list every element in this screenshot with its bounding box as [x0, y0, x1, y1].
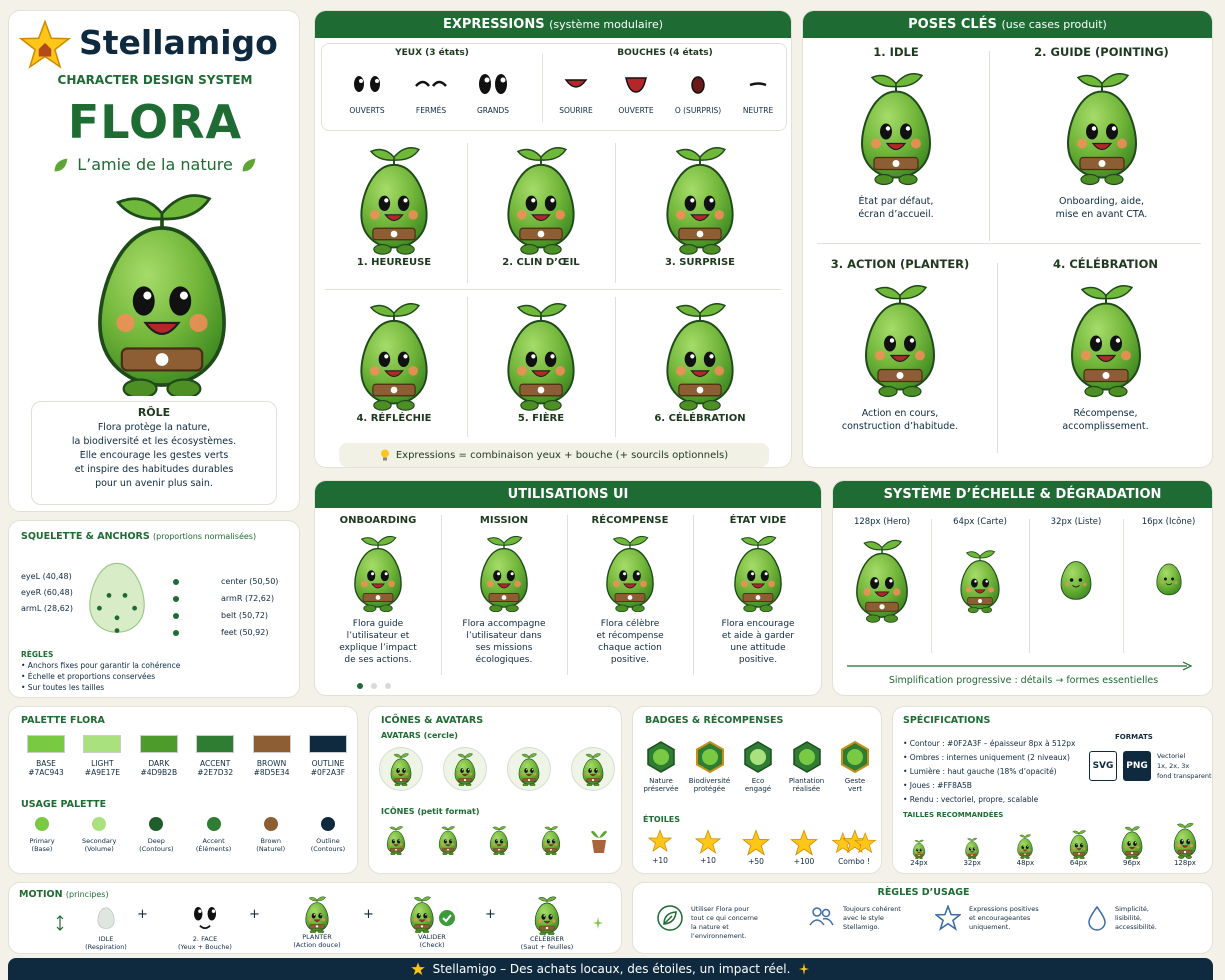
poses-card [802, 10, 1213, 468]
ui-use-desc: l’utilisateur et [346, 631, 410, 641]
badge-label: Eco [751, 777, 765, 785]
expression-label: 3. SURPRISE [664, 257, 736, 268]
potted-plant-icon[interactable] [589, 826, 609, 854]
scale-card [832, 480, 1213, 696]
role-line: Elle encourage les gestes verts [79, 450, 229, 461]
ui-use-desc: Flora célèbre [600, 619, 660, 629]
rule-line: la nature et [691, 923, 729, 931]
ui-use-desc: et récompense [596, 631, 664, 641]
spec-item: • Contour : #0F2A3F – épaisseur 8px à 512px [903, 739, 1076, 748]
rule-item: • Échelle et proportions conservées [21, 672, 156, 681]
star-icon [935, 905, 961, 931]
badge-label: préservée [643, 785, 679, 793]
pose-title: 3. ACTION (PLANTER) [830, 257, 970, 271]
flora-happy-illustration [346, 139, 442, 257]
rule-line: Toujours cohérent [843, 905, 901, 913]
flora-16-illustration [1151, 557, 1187, 601]
star-value: +100 [793, 857, 815, 866]
sparkle-icon [798, 963, 810, 975]
ui-use-desc: ses missions [475, 643, 533, 653]
swatch: BROWN #8D5E34 [245, 735, 299, 777]
star-icon [695, 829, 721, 855]
motion-step: (Action douce) [293, 941, 341, 949]
drop-icon [1087, 905, 1107, 931]
flora-size-32 [962, 837, 982, 859]
scale-size-label: 64px (Carte) [953, 517, 1007, 527]
format-desc: 1x, 2x, 3x [1157, 762, 1190, 770]
plus-icon: + [249, 907, 260, 922]
spec-item: • Joues : #FF8A5B [903, 781, 972, 790]
pose-desc: construction d’habitude. [841, 421, 959, 432]
avatars-title: AVATARS (cercle) [381, 731, 458, 740]
flora-64-illustration [952, 545, 1008, 615]
mouth-smile-icon [561, 72, 591, 96]
rule-line: Simplicité, [1115, 905, 1149, 913]
pose-desc: accomplissement. [1062, 421, 1149, 432]
skeleton-title: SQUELETTE & ANCHORS [21, 531, 150, 542]
ui-use-desc: écologiques. [475, 655, 533, 665]
flora-small-icon[interactable] [435, 825, 461, 855]
png-file-icon: PNG [1123, 751, 1151, 781]
pose-desc: écran d’accueil. [858, 209, 934, 220]
poses-header: POSES CLÉS (use cases produit) [803, 11, 1212, 38]
eyes-big-icon [473, 72, 513, 96]
specs-title: SPÉCIFICATIONS [903, 715, 991, 726]
ui-uses-card [314, 480, 822, 696]
motion-step: (Saut + feuilles) [520, 943, 574, 951]
star-value: +10 [652, 856, 668, 865]
mouth-label: SOURIRE [559, 106, 593, 115]
role-title: RÔLE [137, 406, 171, 419]
ui-use-desc: une attitude [730, 643, 786, 653]
avatar[interactable] [379, 747, 423, 791]
mouth-neutral-icon [743, 72, 773, 96]
specs-card [892, 706, 1213, 874]
palette-card [8, 706, 358, 874]
flora-mission-illustration [470, 532, 538, 612]
eye-label: GRANDS [477, 106, 509, 115]
motion-subtitle: (principes) [65, 890, 109, 899]
leaf-icon [241, 157, 257, 173]
spec-item: • Lumière : haut gauche (18% d’opacité) [903, 767, 1057, 776]
mouth-open-icon [621, 72, 651, 96]
avatar[interactable] [443, 747, 487, 791]
usage-dot: Secondary (Volume) [72, 817, 126, 853]
flora-128-illustration [845, 533, 919, 625]
flora-size-96 [1117, 825, 1147, 859]
eye-label: OUVERTS [349, 106, 385, 115]
plus-icon: + [137, 907, 148, 922]
eye-label: FERMÉS [415, 106, 447, 115]
icons-title: ICÔNES & AVATARS [381, 715, 484, 726]
rule-line: Stellamigo. [843, 923, 880, 931]
rule-line: Utiliser Flora pour [691, 905, 749, 913]
anchor-label: eyeR (60,48) [21, 588, 73, 597]
mouth-label: O (SURPRIS) [674, 106, 722, 115]
expression-label: 4. RÉFLÉCHIE [356, 413, 432, 424]
pose-desc: Action en cours, [861, 408, 939, 419]
rule-line: lisibilité, [1115, 914, 1142, 922]
expression-label: 2. CLIN D’ŒIL [502, 257, 580, 268]
pose-desc: Onboarding, aide, [1058, 196, 1145, 207]
swatch: BASE #7AC943 [19, 735, 73, 777]
tagline: L’amie de la nature [77, 155, 233, 174]
format-desc: fond transparent [1157, 772, 1212, 780]
star-icon [648, 829, 672, 853]
motion-step: (Check) [419, 941, 445, 949]
star-value: +50 [748, 857, 764, 866]
motion-card [8, 882, 622, 954]
footer-bar [8, 958, 1213, 980]
small-icons-title: ICÔNES (petit format) [381, 807, 480, 816]
flora-validate-icon [404, 895, 440, 933]
usage-dot: Outline (Contours) [301, 817, 355, 853]
stellamigo-logo-star-icon [19, 19, 71, 71]
expressions-card [314, 10, 792, 468]
leaf-icon [657, 905, 683, 931]
badges-card [632, 706, 882, 874]
ui-use-title: ONBOARDING [339, 515, 417, 526]
motion-step: 2. FACE [192, 935, 218, 943]
flora-planting-icon [299, 895, 335, 933]
check-icon [438, 909, 456, 927]
anchor-label: feet (50,92) [221, 628, 269, 637]
ui-use-desc: explique l’impact [339, 643, 417, 653]
rule-line: accessibilité. [1115, 923, 1157, 931]
anchor-label: armR (72,62) [221, 594, 275, 603]
usage-rules-title: RÈGLES D’USAGE [877, 887, 970, 898]
icons-avatars-card [368, 706, 622, 874]
pose-desc: mise en avant CTA. [1055, 209, 1148, 220]
rule-line: Expressions positives [969, 905, 1039, 913]
eyes-closed-icon [411, 72, 451, 96]
badge-label: vert [847, 785, 863, 793]
flora-size-128 [1169, 821, 1201, 859]
lightbulb-icon [380, 449, 390, 461]
motion-step: IDLE [98, 935, 114, 943]
plus-icon: + [363, 907, 374, 922]
badge-label: engagé [744, 785, 772, 793]
expression-label: 1. HEUREUSE [356, 257, 432, 268]
eyes-open-icon [347, 72, 387, 96]
rule-line: avec le style [843, 914, 884, 922]
tip-text: Expressions = combinaison yeux + bouche (+ sourcils optionnels) [395, 449, 729, 461]
rule-line: l’environnement. [691, 932, 747, 940]
motion-step: (Yeux + Bouche) [178, 943, 232, 951]
flora-small-icon[interactable] [486, 825, 512, 855]
brand-card [8, 10, 300, 512]
flora-thinking-illustration [346, 295, 442, 413]
anchor-label: eyeL (40,48) [21, 572, 72, 581]
rules-title: RÈGLES [21, 650, 54, 659]
brand-name: Stellamigo [79, 23, 278, 62]
pose-desc: Récompense, [1073, 408, 1138, 419]
flora-size-64 [1066, 829, 1092, 859]
ui-use-desc: de ses actions. [344, 655, 412, 665]
swatch: OUTLINE #0F2A3F [301, 735, 355, 777]
mouth-label: OUVERTE [618, 106, 654, 115]
ui-use-desc: et aide à garder [721, 631, 795, 641]
arrow-right-icon [847, 661, 1193, 671]
flora-empty-state-illustration [724, 532, 792, 612]
star-icon [411, 962, 425, 976]
badge-label: réalisée [792, 785, 821, 793]
ui-use-desc: Flora encourage [721, 619, 795, 629]
avatar[interactable] [571, 747, 615, 791]
scale-size-label: 16px (Icône) [1141, 517, 1196, 527]
role-line: la biodiversité et les écosystèmes. [71, 436, 237, 447]
motion-step: VALIDER [418, 933, 446, 941]
expressions-tip [339, 443, 769, 467]
pose-title: 2. GUIDE (POINTING) [1034, 45, 1169, 59]
usage-dot: Deep (Contours) [129, 817, 183, 853]
size-label: 96px [1123, 859, 1141, 867]
anchor-label: armL (28,62) [21, 604, 73, 613]
anchor-label: center (50,50) [221, 577, 279, 586]
mouths-title: BOUCHES (4 états) [617, 48, 713, 58]
flora-surprise-illustration [652, 139, 748, 257]
flora-onboarding-illustration [344, 532, 412, 612]
ui-use-desc: positive. [738, 655, 778, 665]
planting-badge-icon [791, 741, 823, 773]
scale-header: SYSTÈME D’ÉCHELLE & DÉGRADATION [833, 481, 1212, 508]
expression-label: 5. FIÈRE [517, 413, 565, 424]
mouth-label: NEUTRE [742, 106, 774, 115]
flora-wink-illustration [493, 139, 589, 257]
scale-size-label: 32px (Liste) [1050, 517, 1102, 527]
eyes-title: YEUX (3 états) [395, 48, 469, 58]
star-icon [742, 829, 770, 857]
ui-header: UTILISATIONS UI [315, 481, 821, 508]
ui-use-desc: Flora guide [352, 619, 404, 629]
usage-dot: Brown (Naturel) [244, 817, 298, 853]
format-desc: Vectoriel [1157, 752, 1186, 760]
spec-item: • Rendu : vectoriel, propre, scalable [903, 795, 1039, 804]
size-label: 64px [1069, 859, 1088, 867]
size-label: 128px [1173, 859, 1196, 867]
palette-title: PALETTE FLORA [21, 715, 105, 726]
carousel-dot[interactable] [371, 683, 377, 689]
badge-label: Geste [844, 777, 866, 785]
motion-title: MOTION [19, 889, 63, 900]
pose-title: 4. CÉLÉBRATION [1052, 257, 1158, 271]
stars-title: ÉTOILES [643, 815, 681, 824]
rule-line: tout ce qui concerne [691, 914, 758, 922]
flora-idle-illustration [846, 63, 946, 189]
ui-use-desc: Flora accompagne [462, 619, 546, 629]
size-label: 32px [963, 859, 981, 867]
carousel-dot[interactable] [357, 683, 363, 689]
usage-dot: Accent (Éléments) [187, 817, 241, 853]
flora-celebration-illustration [652, 295, 748, 413]
pose-title: 1. IDLE [873, 45, 919, 59]
badge-label: Biodiversité [688, 777, 731, 785]
rule-item: • Anchors fixes pour garantir la cohérence [21, 661, 181, 670]
skeleton-silhouette [77, 547, 157, 647]
people-icon [807, 905, 835, 929]
badges-title: BADGES & RÉCOMPENSES [645, 715, 784, 726]
swatch: DARK #4D9B2B [132, 735, 186, 777]
modules-box [321, 43, 787, 131]
sizes-title: TAILLES RECOMMANDÉES [903, 811, 1004, 819]
skeleton-card [8, 520, 300, 698]
carousel-dot[interactable] [385, 683, 391, 689]
badge-label: protégée [693, 785, 726, 793]
ui-use-title: ÉTAT VIDE [729, 515, 787, 526]
biodiversity-badge-icon [694, 741, 726, 773]
ui-use-desc: l’utilisateur dans [466, 631, 542, 641]
motion-step: (Respiration) [85, 943, 127, 951]
swatch: ACCENT #2E7D32 [188, 735, 242, 777]
role-line: pour un avenir plus sain. [95, 478, 213, 489]
footer-text: Stellamigo – Des achats locaux, des étoiles, un impact réel. [432, 962, 791, 976]
flora-hero-illustration [67, 186, 257, 396]
carousel-dots[interactable] [357, 683, 391, 689]
pose-desc: État par défaut, [858, 196, 934, 207]
role-line: Flora protège la nature, [97, 422, 211, 433]
vertical-arrows-icon [55, 915, 65, 931]
flora-small-icon[interactable] [383, 825, 409, 855]
rule-line: et encourageantes [969, 914, 1031, 922]
scale-caption: Simplification progressive : détails → formes essentielles [888, 675, 1159, 686]
system-subtitle: CHARACTER DESIGN SYSTEM [57, 73, 253, 87]
flora-guide-illustration [1052, 63, 1152, 189]
plus-icon: + [485, 907, 496, 922]
formats-title: FORMATS [1115, 733, 1153, 741]
expressions-header: EXPRESSIONS (système modulaire) [315, 11, 791, 38]
flora-celebrate-icon [528, 895, 566, 935]
usage-dot: Primary (Base) [15, 817, 69, 853]
mouth-o-icon [683, 72, 713, 96]
anchor-label: belt (50,72) [221, 611, 269, 620]
star-value: +10 [700, 856, 716, 865]
role-line: et inspire des habitudes durables [74, 464, 234, 475]
flora-small-icon[interactable] [538, 825, 564, 855]
flora-size-48 [1014, 833, 1036, 859]
rule-line: uniquement. [969, 923, 1011, 931]
nature-badge-icon [645, 741, 677, 773]
star-icon [790, 829, 818, 857]
sparkle-icon [593, 917, 603, 929]
green-gesture-badge-icon [839, 741, 871, 773]
skeleton-subtitle: (proportions normalisées) [153, 532, 257, 541]
flora-celebrating-illustration [1056, 275, 1156, 401]
eco-badge-icon [742, 741, 774, 773]
ui-use-title: RÉCOMPENSE [591, 515, 669, 526]
ui-use-desc: chaque action [598, 643, 662, 653]
flora-proud-illustration [493, 295, 589, 413]
scale-size-label: 128px (Hero) [853, 517, 911, 527]
role-box [31, 401, 277, 505]
flora-planting-illustration [850, 275, 950, 401]
flora-size-24 [910, 839, 928, 859]
avatar[interactable] [507, 747, 551, 791]
leaf-icon [53, 157, 69, 173]
character-name: FLORA [67, 95, 243, 149]
size-label: 48px [1016, 859, 1035, 867]
rule-item: • Sur toutes les tailles [21, 683, 105, 692]
flora-silhouette-icon [94, 903, 118, 933]
face-icon [188, 903, 222, 933]
motion-step: CÉLÉBRER [530, 935, 564, 943]
ui-use-desc: positive. [610, 655, 650, 665]
flora-reward-illustration [596, 532, 664, 612]
flora-32-illustration [1054, 553, 1098, 607]
star-value: Combo ! [838, 857, 870, 866]
usage-palette-title: USAGE PALETTE [21, 799, 107, 810]
combo-stars-icon [831, 829, 877, 857]
size-label: 24px [910, 859, 928, 867]
motion-step: PLANTER [302, 933, 332, 941]
badge-label: Plantation [788, 777, 825, 785]
spec-item: • Ombres : internes uniquement (2 niveaux) [903, 753, 1070, 762]
svg-file-icon: SVG [1089, 751, 1117, 781]
expression-label: 6. CÉLÉBRATION [654, 413, 746, 424]
usage-rules-card [632, 882, 1213, 954]
ui-use-title: MISSION [479, 515, 529, 526]
swatch: LIGHT #A9E17E [75, 735, 129, 777]
badge-label: Nature [649, 777, 673, 785]
